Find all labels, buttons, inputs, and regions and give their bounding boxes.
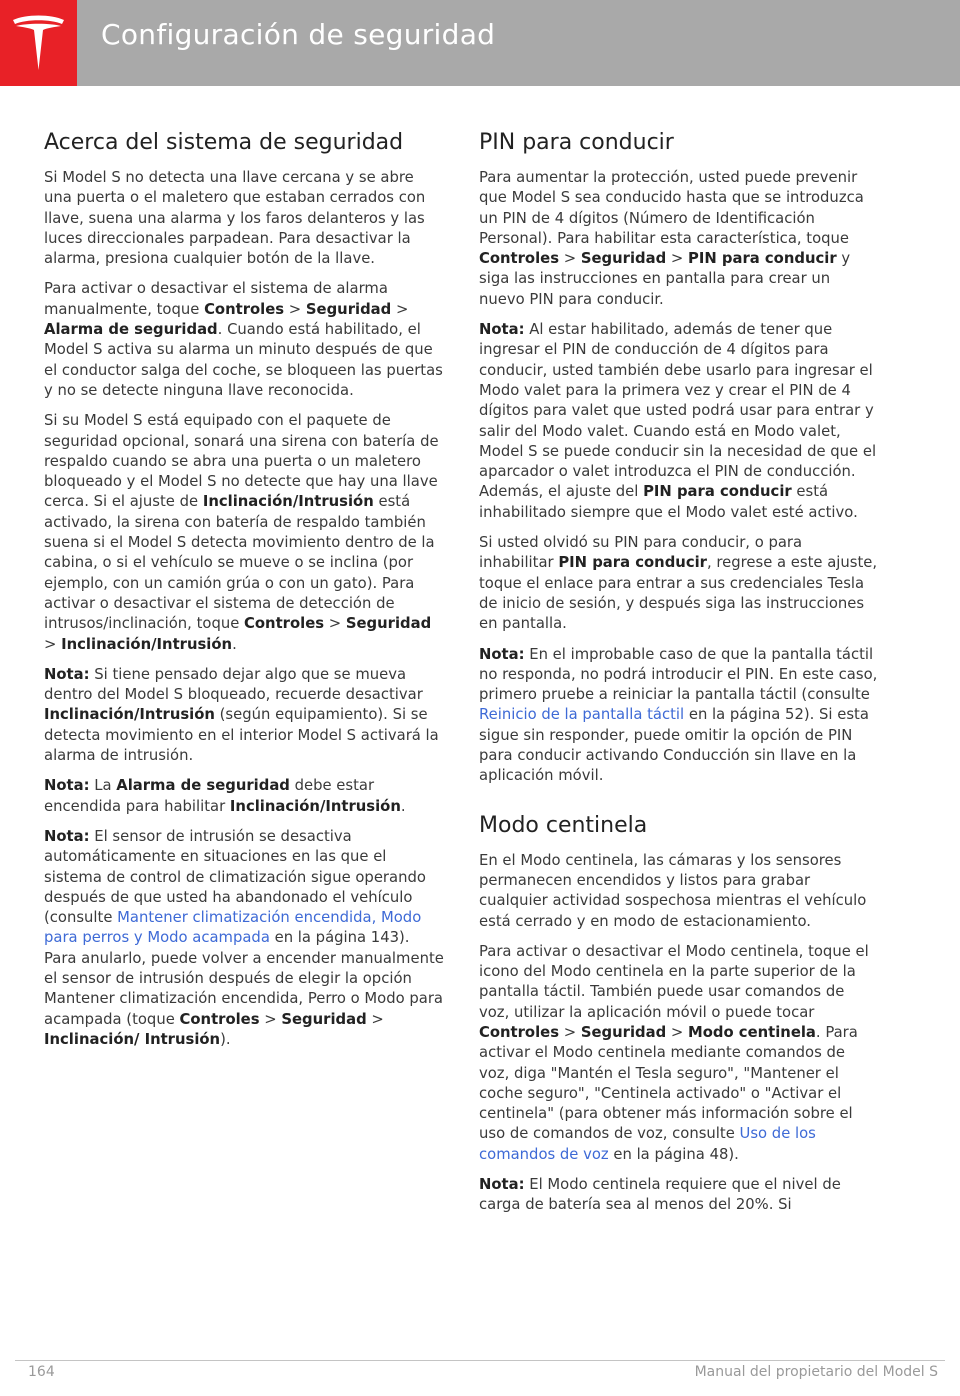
note-label: Nota: — [44, 777, 90, 795]
right-column — [479, 128, 879, 1226]
page-number: 164 — [28, 1364, 55, 1380]
note-label: Nota: — [44, 665, 90, 683]
note: Nota: Si tiene pensado dejar algo que se mueva dentro del Model S bloqueado, recuerde desactivar Inclinación/Intrusión (según equipamiento). Si se detecta movimiento en el interior Model S activará la alarma de intrusión. — [44, 665, 439, 765]
left-column — [44, 128, 444, 1060]
link-voice-commands[interactable]: Uso de los comandos de voz — [479, 1125, 816, 1163]
paragraph: Si Model S no detecta una llave cercana y se abre una puerta o el maletero que estaban cerrados con llave, suena una alarma y los faros delanteros y las luces direccionales parpadean. Para desactivar la alarma, presiona cualquier botón de la llave. — [44, 169, 426, 268]
link-touchscreen-reset[interactable]: Reinicio de la pantalla táctil — [479, 706, 685, 724]
note-label: Nota: — [479, 321, 525, 339]
section-heading-pin: PIN para conducir — [479, 130, 674, 155]
note: Nota: El Modo centinela requiere que el nivel de carga de batería sea al menos del 20%. Si — [479, 1176, 841, 1214]
tesla-logo-icon — [12, 15, 65, 71]
note-label: Nota: — [44, 827, 90, 845]
section-heading-security-system: Acerca del sistema de seguridad — [44, 130, 404, 155]
page-title: Configuración de seguridad — [101, 18, 496, 51]
paragraph: Para activar o desactivar el Modo centinela, toque el icono del Modo centinela en la parte superior de la pantalla táctil. También puede usar comandos de voz, utilizar la aplicación móvil o puede tocar Controles > Seguridad > Modo centinela. Para activar el Modo centinela mediante comandos de voz, diga "Mantén el Tesla seguro", "Mantener el coche seguro", "Centinela activado" o "Activar el centinela" (para obtener más información sobre el uso de comandos de voz, consulte Uso de los comandos de voz en la página 48). — [479, 942, 869, 1163]
note: Nota: En el improbable caso de que la pantalla táctil no responda, no podrá introducir el PIN. En este caso, primero pruebe a reiniciar la pantalla táctil (consulte Reinicio de la pantalla táctil en la página 52). Si esta sigue sin responder, puede omitir la opción de PIN para conducir activando Conducción sin llave en la aplicación móvil. — [479, 645, 878, 785]
footer-divider — [15, 1360, 945, 1361]
section-heading-sentry: Modo centinela — [479, 812, 648, 838]
note: Nota: El sensor de intrusión se desactiva automáticamente en situaciones en las que el sistema de control de climatización sigue operando después de que usted ha abandonado el vehículo (consulte Mantener climatización encendida, Modo para perros y Modo acampada en la página 143). Para anularlo, puede volver a encender manualmente el sensor de intrusión después de elegir la opción Mantener climatización encendida, Perro o Modo para acampada (toque Controles > Seguridad > Inclinación/ Intrusión). — [44, 827, 444, 1048]
note: Nota: Al estar habilitado, además de tener que ingresar el PIN de conducción de 4 dígitos para conducir, usted también debe usarlo para ingresar el Modo valet para la primera vez y crear el PIN de 4 dígitos para valet que usted podrá usar para entrar y salir del Modo valet. Cuando está en Modo valet, Model S se puede conducir sin la necesidad de que el aparcador o valet introduzca el PIN de conducción. Además, el ajuste del PIN para conducir está inhabilitado siempre que el Modo valet esté activo. — [479, 321, 877, 521]
note-label: Nota: — [479, 1176, 525, 1194]
paragraph: Para activar o desactivar el sistema de alarma manualmente, toque Controles > Seguridad > Alarma de seguridad. Cuando está habilitado, el Model S activa su alarma un minuto después de que el conductor salga del coche, se bloqueen las puertas y no se detecte ninguna llave reconocida. — [44, 280, 443, 399]
page-header — [0, 0, 960, 86]
tesla-logo — [0, 0, 77, 86]
paragraph: Para aumentar la protección, usted puede prevenir que Model S sea conducido hasta que se introduzca un PIN de 4 dígitos (Número de Identificación Personal). Para habilitar esta característica, toque Controles > Seguridad > PIN para conducir y siga las instrucciones en pantalla para crear un nuevo PIN para conducir. — [479, 169, 864, 308]
footer-doc-title: Manual del propietario del Model S — [694, 1364, 938, 1380]
note-label: Nota: — [479, 645, 525, 663]
link-climate-keep-on[interactable]: Mantener climatización encendida, Modo para perros y Modo acampada — [44, 909, 422, 947]
paragraph: Si usted olvidó su PIN para conducir, o para inhabilitar PIN para conducir, regrese a este ajuste, toque el enlace para entrar a sus credenciales Tesla de inicio de sesión, y después siga las instrucciones en pantalla. — [479, 534, 878, 633]
paragraph: Si su Model S está equipado con el paquete de seguridad opcional, sonará una sirena con batería de respaldo cuando se abra una puerta o un maletero bloqueado y el Model S no detecte que hay una llave cerca. Si el ajuste de Inclinación/Intrusión está activado, la sirena con batería de respaldo también suena si el Model S detecta movimiento dentro de la cabina, o si el vehículo se mueve o se inclina (por ejemplo, con un camión grúa o con un gato). Para activar o desactivar el sistema de detección de intrusos/inclinación, toque Controles > Seguridad > Inclinación/Intrusión. — [44, 412, 439, 653]
note: Nota: La Alarma de seguridad debe estar encendida para habilitar Inclinación/Intrusión. — [44, 777, 406, 815]
paragraph: En el Modo centinela, las cámaras y los sensores permanecen encendidos y listos para grabar cualquier actividad sospechosa mientras el vehículo está cerrado y en modo de estacionamiento. — [479, 851, 867, 930]
